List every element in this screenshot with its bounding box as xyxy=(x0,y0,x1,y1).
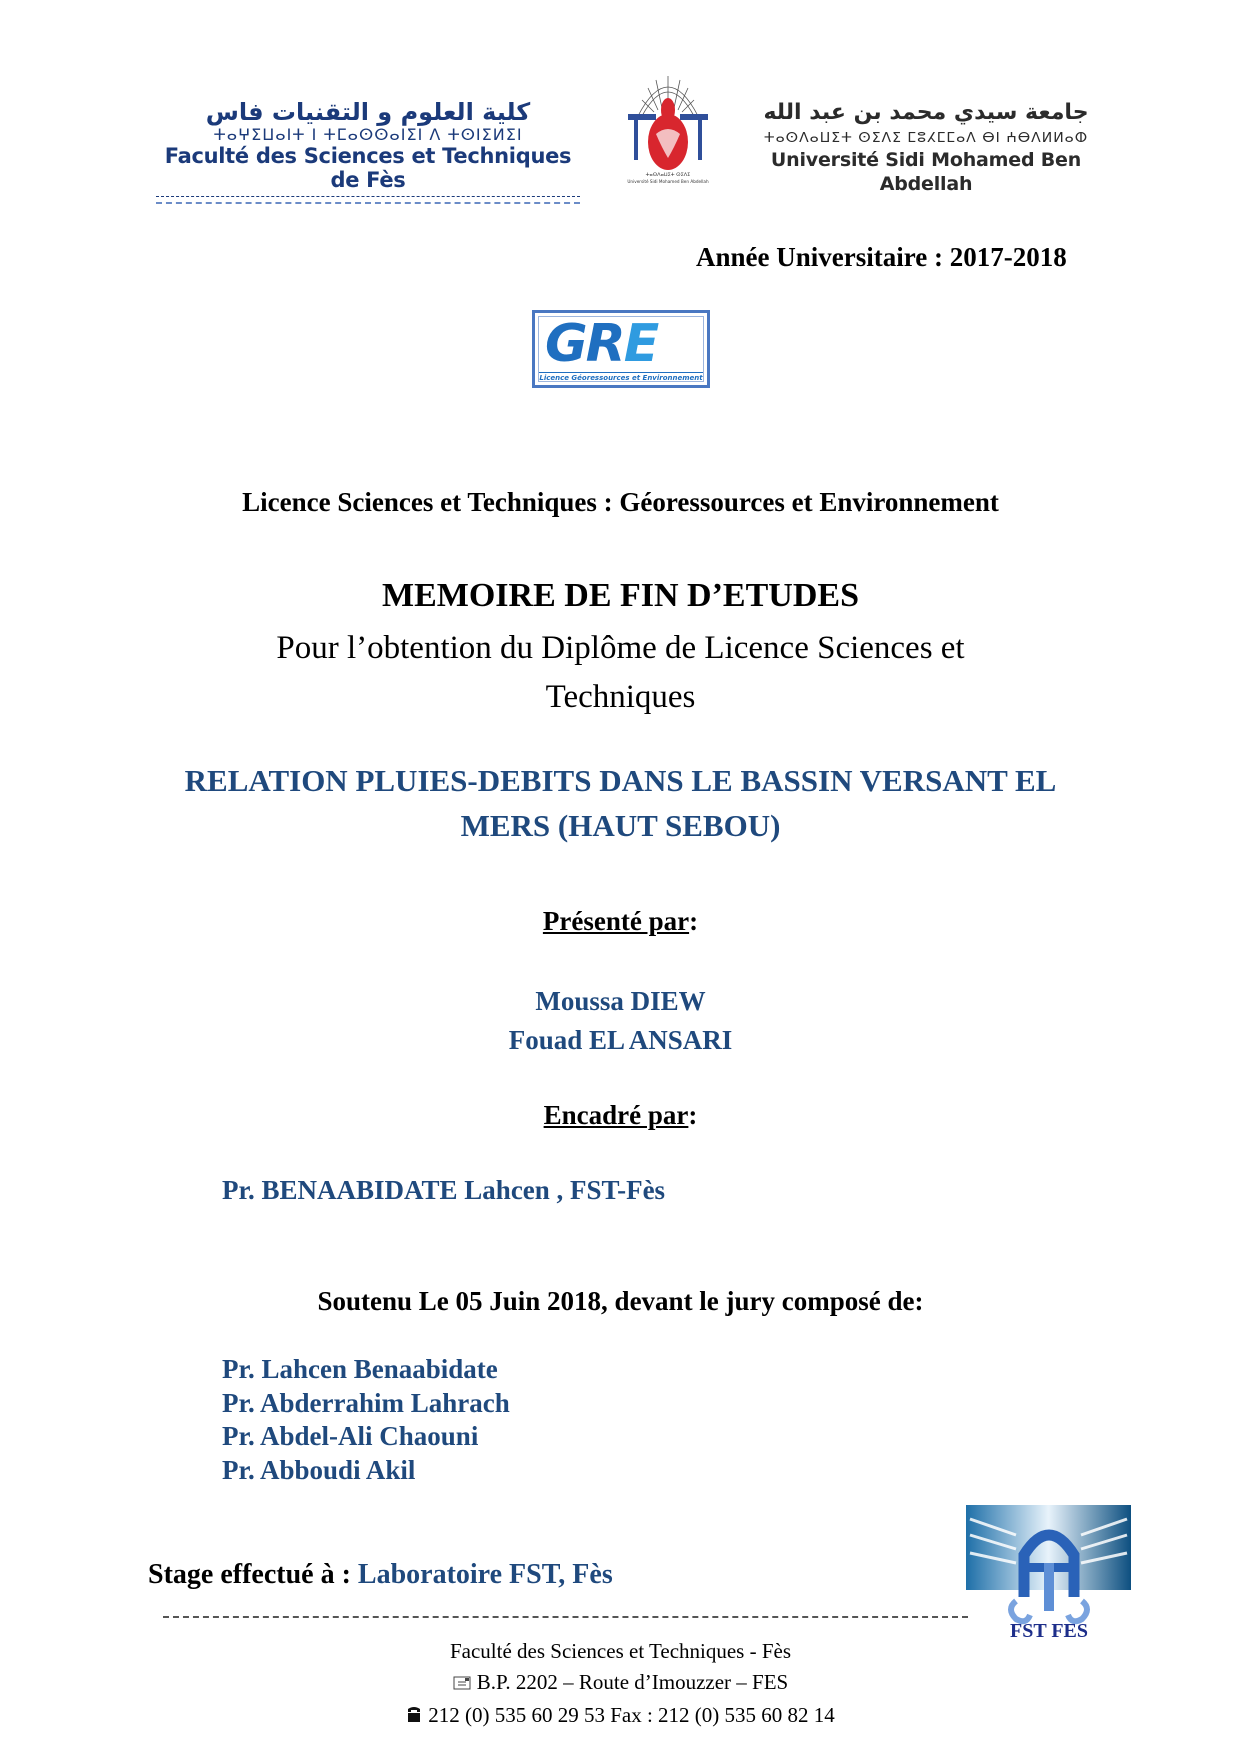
jury-member: Pr. Abdel-Ali Chaouni xyxy=(222,1421,479,1451)
presented-by-colon: : xyxy=(689,906,699,936)
thesis-title-line-2: MERS (HAUT SEBOU) xyxy=(460,808,781,843)
student-name: Moussa DIEW xyxy=(535,986,706,1016)
jury-member: Pr. Abboudi Akil xyxy=(222,1454,416,1485)
supervised-by-heading xyxy=(0,1100,1241,1131)
presented-by-label: Présenté par xyxy=(542,906,690,936)
gre-logo xyxy=(532,310,710,388)
internship-line xyxy=(148,1559,613,1591)
university-name-latin: Université Sidi Mohamed Ben Abdellah xyxy=(770,149,1082,195)
telephone-icon xyxy=(406,1701,422,1732)
footer-line-3 xyxy=(0,1700,1241,1733)
diploma-line xyxy=(0,624,1241,722)
envelope-icon xyxy=(453,1669,471,1700)
footer-line-1: Faculté des Sciences et Techniques - Fès xyxy=(449,1639,792,1663)
svg-text:FST FES: FST FES xyxy=(1010,1620,1088,1641)
jury-member: Pr. Abderrahim Lahrach xyxy=(222,1387,510,1418)
faculty-logo-rule xyxy=(156,196,580,204)
university-name-tifinagh: ⵜⴰⵙⴷⴰⵡⵉⵜ ⵙⵉⴷⵉ ⵎⵓⵃⵎⵎⴰⴷ ⴱⵏ ⵄⴱⴷⵍⵍⴰⵀ xyxy=(763,130,1089,146)
diploma-line-1: Pour l’obtention du Diplôme de Licence Sciences et xyxy=(276,630,965,666)
faculty-name-tifinagh: ⵜⴰⵖⵉⵡⴰⵏⵜ ⵏ ⵜⵎⴰⵙⵙⴰⵏⵉⵏ ⴷ ⵜⵙⵏⵉⵍⵉⵏ xyxy=(213,125,523,144)
academic-year: Année Universitaire : 2017-2018 xyxy=(696,242,1067,272)
presented-by-heading xyxy=(0,906,1241,937)
faculty-name-arabic: كلية العلوم و التقنيات فاس xyxy=(205,98,531,126)
footer-phone-fax: 212 (0) 535 60 29 53 Fax : 212 (0) 535 60 82 14 xyxy=(428,1702,835,1727)
students-list xyxy=(0,982,1241,1060)
university-name-arabic: جامعة سيدي محمد بن عبد الله xyxy=(763,100,1089,125)
svg-text:ⵜⴰⵙⴷⴰⵡⵉⵜ ⵙⵉⴷⵉ: ⵜⴰⵙⴷⴰⵡⵉⵜ ⵙⵉⴷⵉ xyxy=(645,172,691,178)
diploma-line-2: Techniques xyxy=(545,679,696,715)
jury-member: Pr. Lahcen Benaabidate xyxy=(222,1354,498,1384)
thesis-title xyxy=(0,758,1241,848)
supervised-by-label: Encadré par xyxy=(543,1100,689,1130)
university-logo xyxy=(740,98,1112,195)
student-name: Fouad EL ANSARI xyxy=(508,1025,733,1055)
svg-text:Université Sidi Mohamed Ben Ab: Université Sidi Mohamed Ben Abdellah xyxy=(627,179,709,184)
gre-letters-gr: GR xyxy=(545,314,624,374)
document-type-title: MEMOIRE DE FIN D’ETUDES xyxy=(382,577,859,614)
thesis-title-line-1: RELATION PLUIES-DEBITS DANS LE BASSIN VERSANT EL xyxy=(184,763,1057,798)
program-line: Licence Sciences et Techniques : Géoressources et Environnement xyxy=(242,487,999,517)
internship-label: Stage effectué à : xyxy=(148,1559,358,1590)
footer-address xyxy=(0,1636,1241,1732)
footer-line-2 xyxy=(0,1667,1241,1700)
gre-logo-caption: Licence Géoressources et Environnement xyxy=(539,374,703,382)
supervised-by-colon: : xyxy=(688,1100,698,1130)
faculty-name-latin: Faculté des Sciences et Techniques de Fès xyxy=(164,144,572,192)
jury-list xyxy=(222,1353,510,1487)
gre-logo-letters xyxy=(545,315,657,373)
defense-line: Soutenu Le 05 Juin 2018, devant le jury composé de: xyxy=(317,1286,924,1316)
internship-place: Laboratoire FST, Fès xyxy=(357,1559,613,1590)
university-seal-icon xyxy=(620,64,716,188)
footer-separator xyxy=(163,1616,968,1618)
fst-fes-logo-icon xyxy=(966,1505,1134,1641)
supervisor-name: Pr. BENAABIDATE Lahcen , FST-Fès xyxy=(222,1175,666,1205)
gre-letter-e: E xyxy=(623,314,658,374)
faculty-logo xyxy=(150,98,586,192)
footer-postal-address: B.P. 2202 – Route d’Imouzzer – FES xyxy=(476,1670,789,1694)
